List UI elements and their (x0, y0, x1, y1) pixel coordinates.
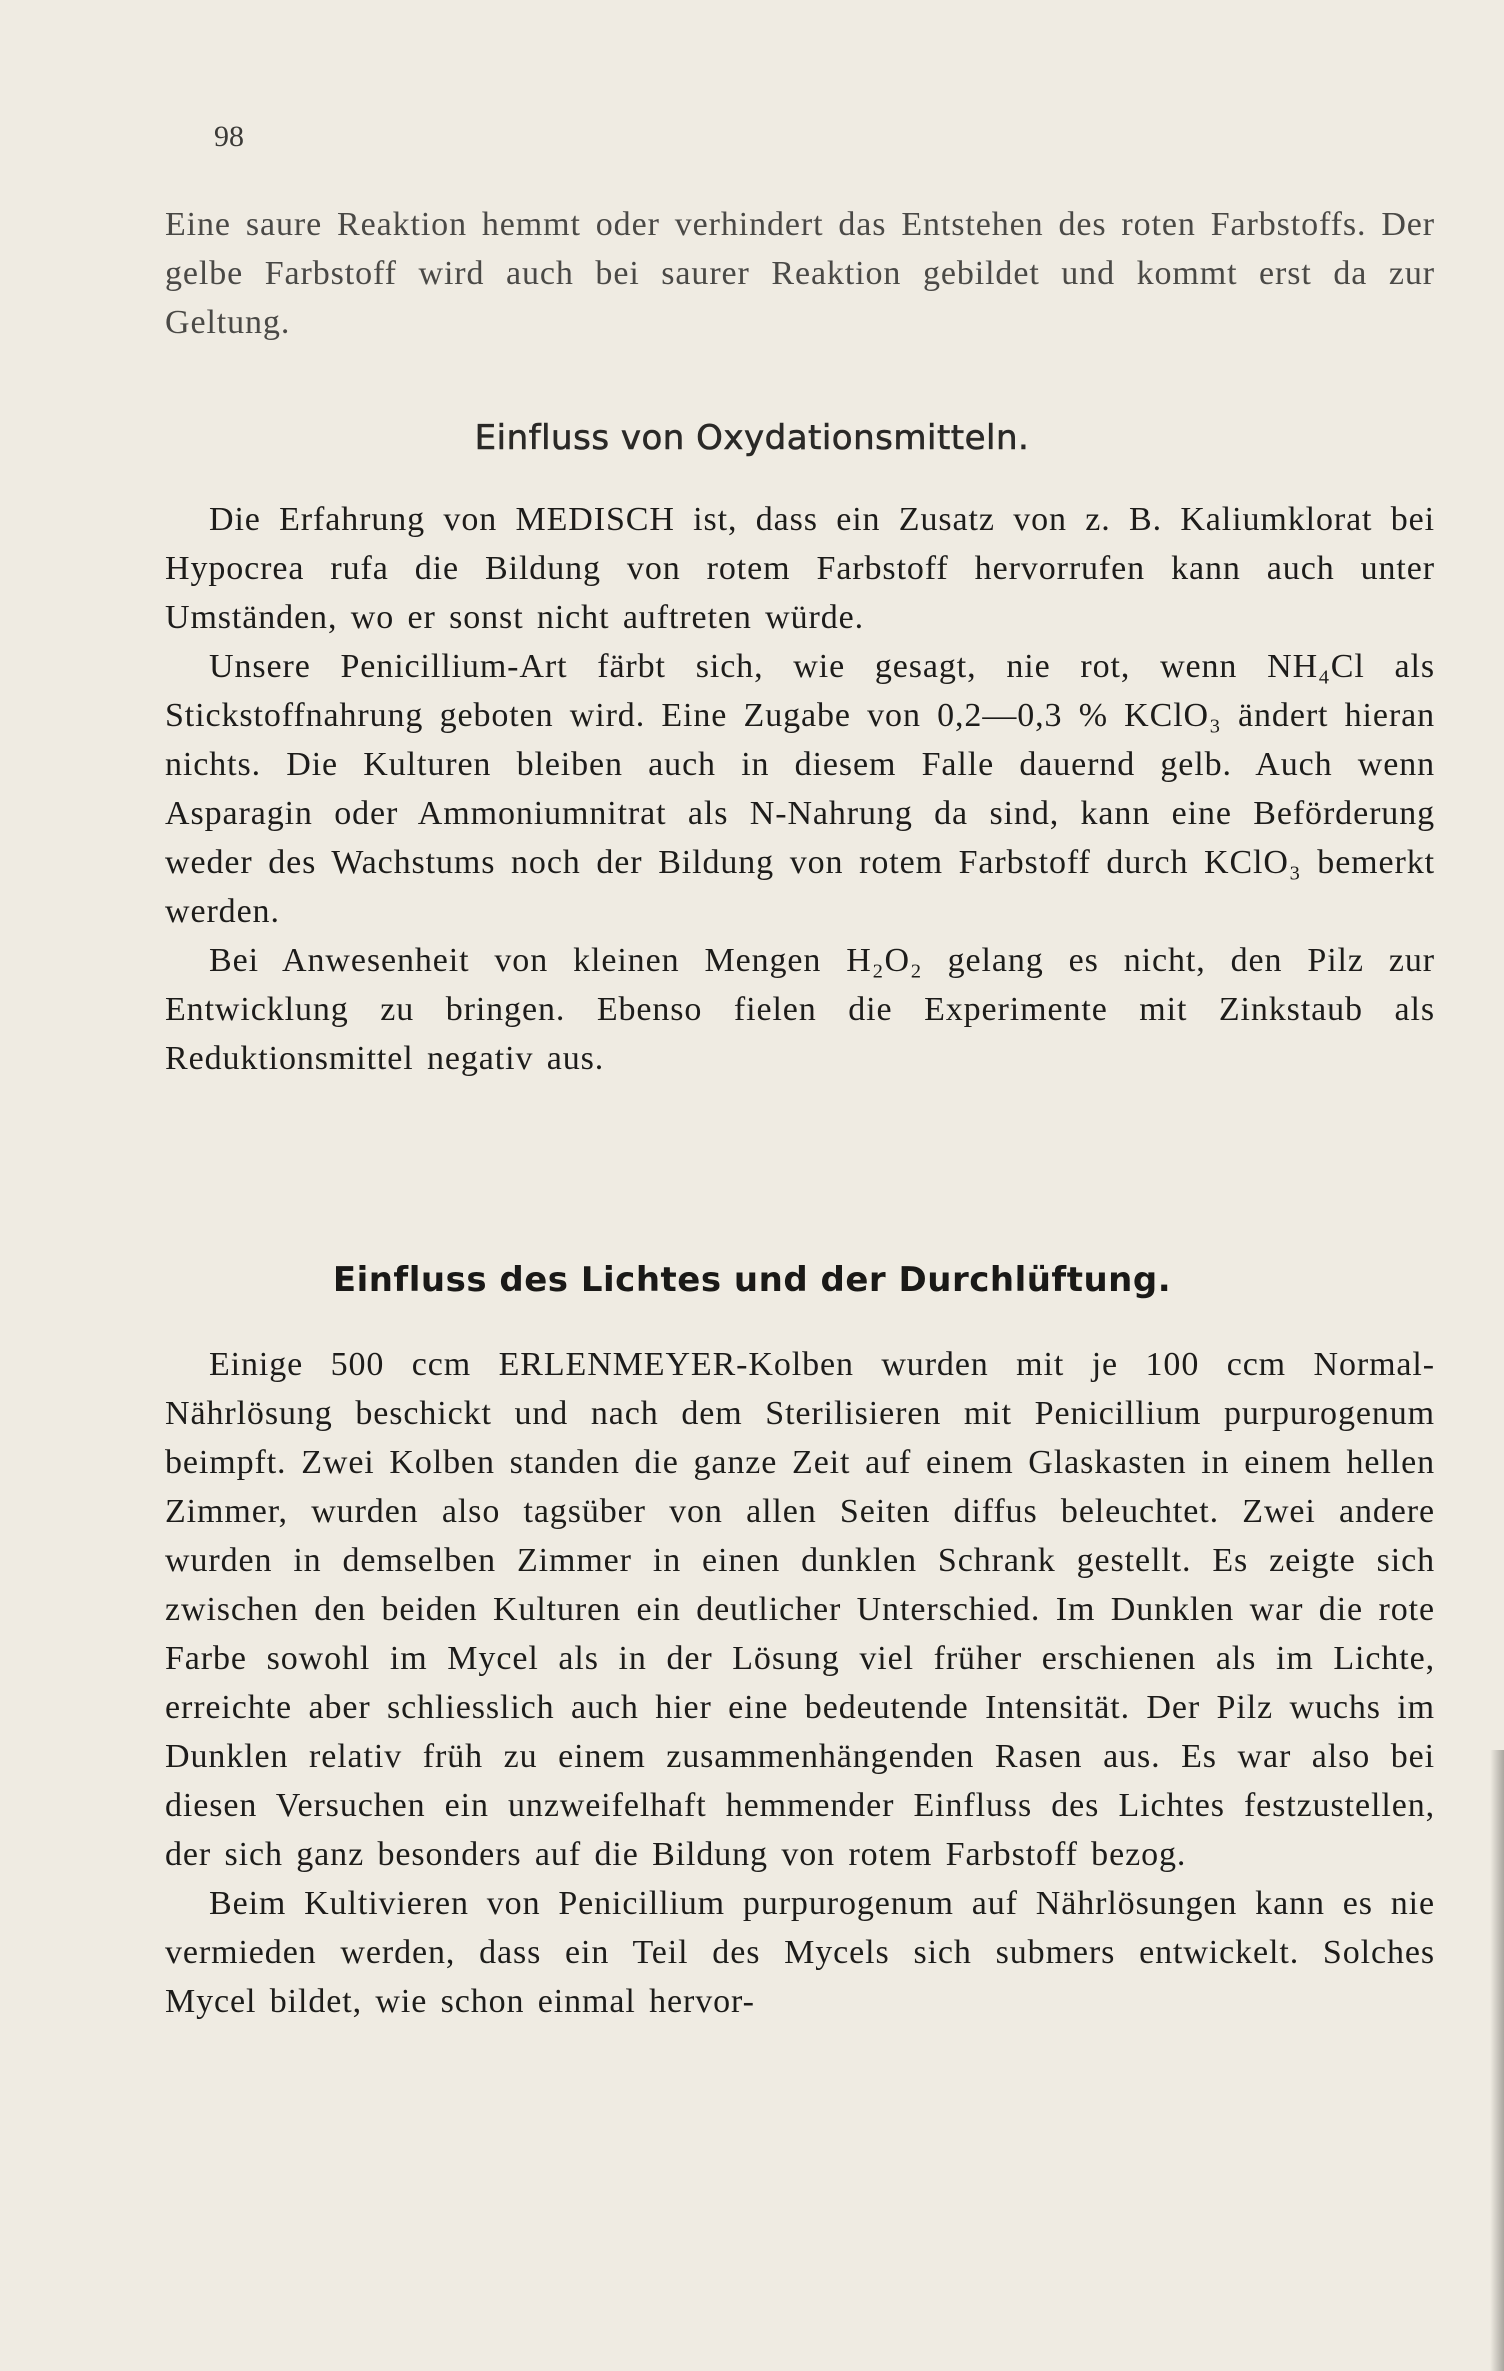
section-heading-light: Einfluss des Lichtes und der Durchlüftung. (332, 1260, 1172, 1300)
light-paragraph-1: Einige 500 ccm ERLENMEYER-Kolben wurden mit je 100 ccm Normal-Nährlösung beschickt und nach dem Sterilisieren mit Penicillium purpurogenum beimpft. Zwei Kolben standen die ganze Zeit auf einem Glaskasten in einem hellen Zimmer, wurden also tagsüber von allen Seiten diffus beleuchtet. Zwei andere wurden in demselben Zimmer in einen dunklen Schrank gestellt. Es zeigte sich zwischen den beiden Kulturen ein deutlicher Unterschied. Im Dunklen war die rote Farbe sowohl im Mycel als in der Lösung viel früher erschienen als im Lichte, erreichte aber schliesslich auch hier eine bedeutende Intensität. Der Pilz wuchs im Dunklen relativ früh zu einem zusammenhängenden Rasen aus. Es war also bei diesen Versuchen ein unzweifelhaft hemmender Einfluss des Lichtes festzustellen, der sich ganz besonders auf die Bildung von rotem Farbstoff bezog. (165, 1346, 1435, 1873)
intro-paragraph: Eine saure Reaktion hemmt oder verhindert das Entstehen des roten Farbstoffs. Der gelbe Farbstoff wird auch bei saurer Reaktion gebildet und kommt erst da zur Geltung. (165, 206, 1435, 341)
light-text-block (165, 1340, 1435, 2026)
oxidation-paragraph-1: Die Erfahrung von MEDISCH ist, dass ein Zusatz von z. B. Kaliumklorat bei Hypocrea rufa die Bildung von rotem Farbstoff hervorrufen kann auch unter Umständen, wo er sonst nicht auftreten würde. (165, 501, 1435, 636)
intro-text-block (165, 200, 1435, 347)
page-number: 98 (214, 120, 244, 153)
light-paragraph-2: Beim Kultivieren von Penicillium purpurogenum auf Nährlösungen kann es nie vermieden werden, dass ein Teil des Mycels sich submers entwickelt. Solches Mycel bildet, wie schon einmal hervor- (165, 1885, 1435, 2020)
page-edge-shadow (1490, 1750, 1504, 2371)
oxidation-paragraph-2: Unsere Penicillium-Art färbt sich, wie gesagt, nie rot, wenn NH₄Cl als Stickstoffnahrung geboten wird. Eine Zugabe von 0,2—0,3 % KClO₃ ändert hieran nichts. Die Kulturen bleiben auch in diesem Falle dauernd gelb. Auch wenn Asparagin oder Ammoniumnitrat als N-Nahrung da sind, kann eine Beförderung weder des Wachstums noch der Bildung von rotem Farbstoff durch KClO₃ bemerkt werden. (165, 648, 1435, 930)
section-heading-oxidation: Einfluss von Oxydationsmitteln. (474, 418, 1030, 458)
oxidation-paragraph-3: Bei Anwesenheit von kleinen Mengen H₂O₂ gelang es nicht, den Pilz zur Entwicklung zu bringen. Ebenso fielen die Experimente mit Zinkstaub als Reduktionsmittel negativ aus. (165, 942, 1435, 1077)
oxidation-text-block (165, 495, 1435, 1083)
